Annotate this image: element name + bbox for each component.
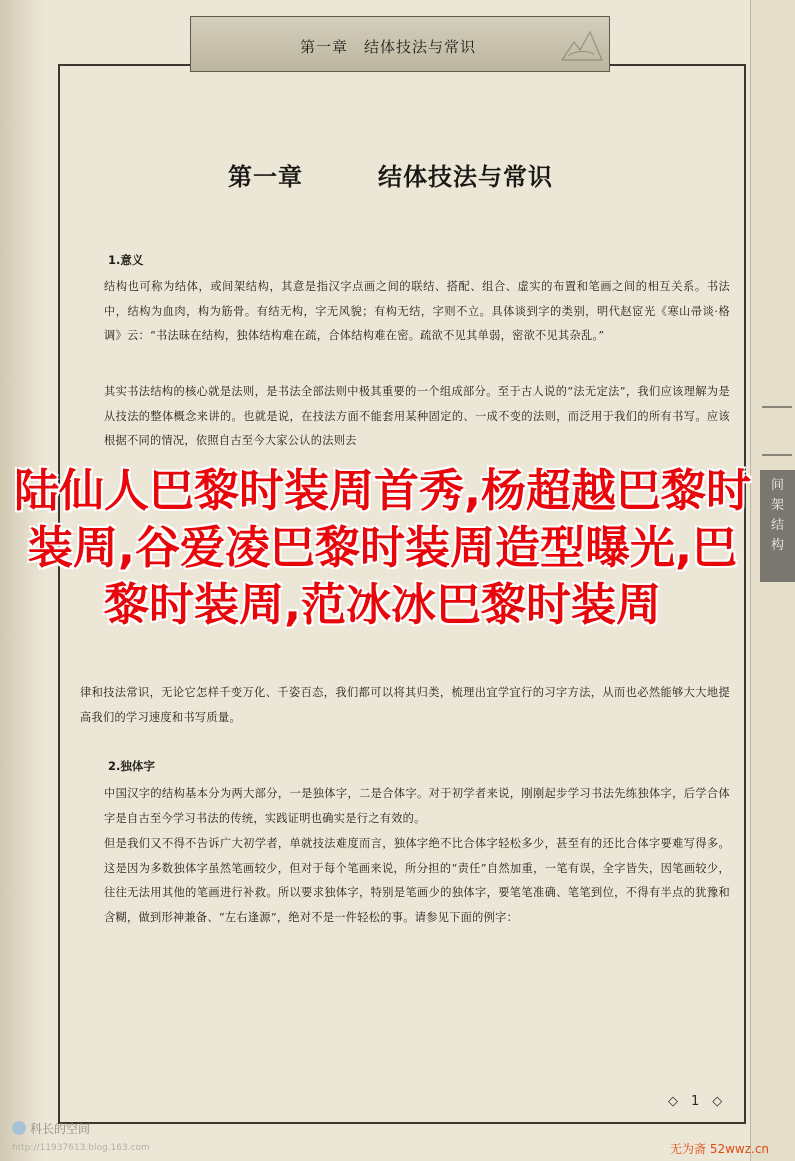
section-heading: 2.独体字: [108, 759, 155, 773]
paragraph-text: 律和技法常识，无论它怎样千变万化、千姿百态，我们都可以将其归类，梳理出宜学宜行的习字方法，从而也必然能够大大地提高我们的学习速度和书写质量。: [80, 686, 730, 724]
section-heading: 1.意义: [108, 253, 144, 267]
watermark-url: http://11937613.blog.163.com: [12, 1143, 150, 1153]
thumb-tab-char: 间: [770, 478, 784, 493]
watermark-brand: [12, 1120, 90, 1137]
paragraph-text: 结构也可称为结体，或间架结构，其意是指汉字点画之间的联结、搭配、组合、虚实的布置和笔画之间的相互关系。书法中，结构为血肉，构为筋骨。有结无构，字无风貌；有构无结，字则不立。具体谈到字的类别，明代赵宧光《寒山帚谈·格调》云：“书法昧在结构，独体结构难在疏，合体结构难在密。疏欲不见其单弱，密欲不见其杂乱。”: [104, 280, 730, 343]
chapter-title: 第一章 结体技法与常识: [228, 162, 553, 191]
paragraph-text: 其实书法结构的核心就是法则，是书法全部法则中极其重要的一个组成部分。至于古人说的“法无定法”，我们应该理解为是从技法的整体概念来讲的。也就是说，在技法方面不能套用某种固定的、一成不变的法则，而泛用于我们的所有书写。应该根据不同的情况，依照自古至今大家公认的法则去: [104, 385, 730, 448]
thumb-decoration: [762, 406, 792, 456]
watermark-site: 无为斋 52wwz.cn: [670, 1142, 770, 1156]
running-title: 第一章 结体技法与常识: [300, 38, 477, 56]
paragraph: [80, 832, 730, 930]
watermark-brand-text: 科长的空间: [30, 1122, 91, 1136]
thumb-tab-char: 架: [770, 498, 784, 513]
thumb-tab-char: 结: [770, 518, 784, 533]
paragraph-text: 中国汉字的结构基本分为两大部分，一是独体字，二是合体字。对于初学者来说，刚刚起步学习书法先练独体字，后学合体字是自古至今学习书法的传统，实践证明也确实是行之有效的。: [104, 787, 730, 825]
paragraph: [80, 782, 730, 831]
blog-logo-icon: [12, 1121, 26, 1135]
paragraph: [80, 681, 730, 730]
paragraph: [80, 380, 730, 454]
paragraph-text: 但是我们又不得不告诉广大初学者，单就技法难度而言，独体字绝不比合体字轻松多少，甚至有的还比合体字要难写得多。这是因为多数独体字虽然笔画较少，但对于每个笔画来说，所分担的“责任”自然加重，一笔有误，全字皆失，因笔画较少，往往无法用其他的笔画进行补救。所以要求独体字，特别是笔画少的独体字，要笔笔准确、笔笔到位，不得有半点的犹豫和含糊，做到形神兼备、“左右逢源”，绝对不是一件轻松的事。请参见下面的例字：: [104, 837, 730, 924]
landscape-ornament-icon: [560, 22, 604, 64]
thumb-tab: [760, 470, 795, 582]
thumb-tab-char: 构: [770, 538, 784, 553]
page-number: ◇ 1 ◇: [668, 1094, 723, 1109]
overlay-headline: 陆仙人巴黎时装周首秀,杨超越巴黎时装周,谷爱凌巴黎时装周造型曝光,巴黎时装周,范冰冰巴黎时装周: [13, 464, 752, 631]
paragraph: [80, 275, 730, 349]
